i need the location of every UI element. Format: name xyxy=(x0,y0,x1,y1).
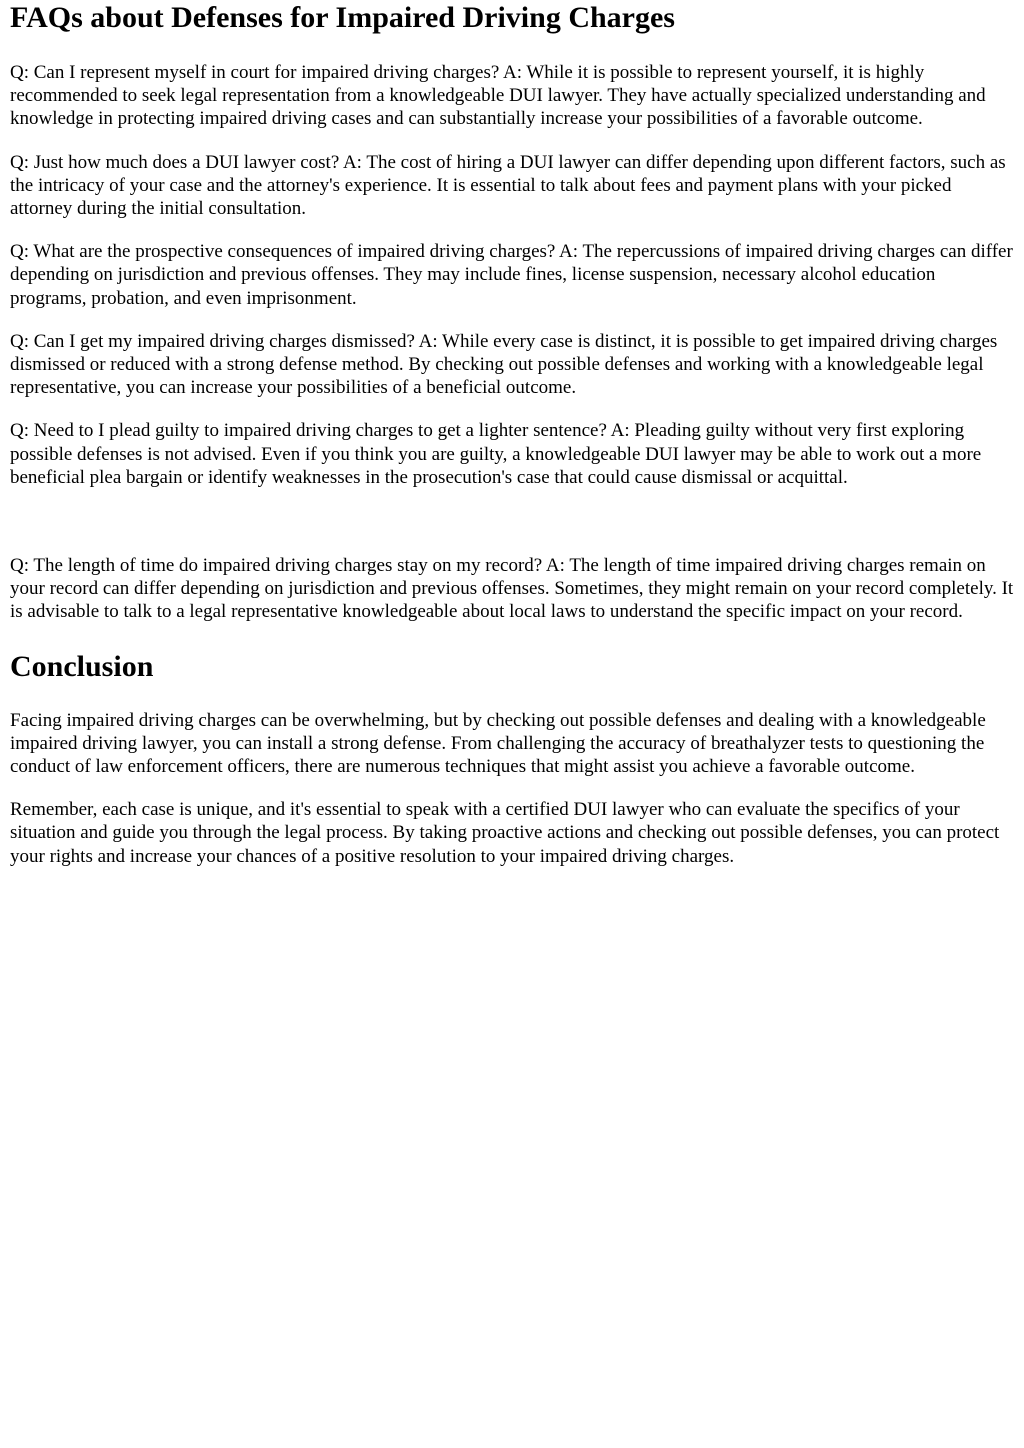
faq-item: Q: Can I get my impaired driving charges dismissed? A: While every case is distinct, it is possible to get impaired driving charges dismissed or reduced with a strong defense method. By checking out possible defenses and working with a knowledgeable legal representative, you can increase your possibilities of a beneficial outcome. xyxy=(10,330,998,399)
faq-item: Q: The length of time do impaired driving charges stay on my record? A: The length of time impaired driving charges remain on your record can differ depending on jurisdiction and previous offenses. Sometimes, they might remain on your record completely. It is advisable to talk to a legal representative knowledgeable about local laws to understand the specific impact on your record. xyxy=(10,555,1014,623)
faq-item: Q: What are the prospective consequences of impaired driving charges? A: The repercussions of impaired driving charges can differ depending on jurisdiction and previous offenses. They may include fines, license suspension, necessary alcohol education programs, probation, and even imprisonment. xyxy=(10,241,1013,309)
blank-space xyxy=(10,509,1014,554)
faq-item: Q: Just how much does a DUI lawyer cost? A: The cost of hiring a DUI lawyer can differ depending upon different factors, such as the intricacy of your case and the attorney's experience. It is essential to talk about fees and payment plans with your picked attorney during the initial consultation. xyxy=(10,151,1006,220)
faq-item: Q: Need to I plead guilty to impaired driving charges to get a lighter sentence? A: Pleading guilty without very first exploring possible defenses is not advised. Even if you think you are guilty, a knowledgeable DUI lawyer may be able to work out a more beneficial plea bargain or identify weaknesses in the prosecution's case that could cause dismissal or acquittal. xyxy=(10,420,982,488)
conclusion-paragraph: Facing impaired driving charges can be overwhelming, but by checking out possible defenses and dealing with a knowledgeable impaired driving lawyer, you can install a strong defense. From challenging the accuracy of breathalyzer tests to questioning the conduct of law enforcement officers, there are numerous techniques that might assist you achieve a favorable outcome. xyxy=(10,709,986,778)
conclusion-paragraph: Remember, each case is unique, and it's essential to speak with a certified DUI lawyer who can evaluate the specifics of your situation and guide you through the legal process. By taking proactive actions and checking out possible defenses, you can protect your rights and increase your chances of a positive resolution to your impaired driving charges. xyxy=(10,799,1000,867)
faq-item: Q: Can I represent myself in court for impaired driving charges? A: While it is possible to represent yourself, it is highly recommended to seek legal representation from a knowledgeable DUI lawyer. They have actually specialized understanding and knowledge in protecting impaired driving cases and can substantially increase your possibilities of a favorable outcome. xyxy=(10,62,986,130)
conclusion-heading: Conclusion xyxy=(10,649,154,683)
faq-heading: FAQs about Defenses for Impaired Driving Charges xyxy=(10,1,675,34)
